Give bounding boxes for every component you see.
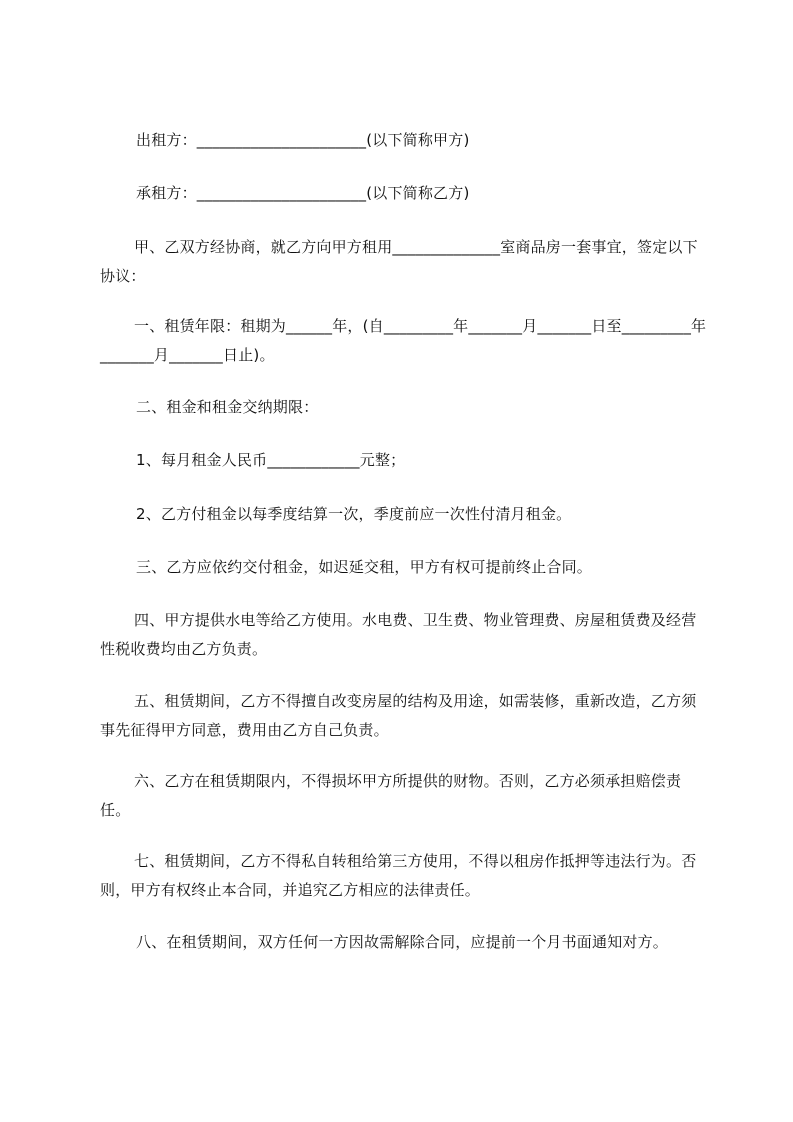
intro-paragraph: 甲、乙双方经协商，就乙方向甲方租用______________室商品房一套事宜，签定以下协议： [100,238,698,285]
clause-2-1-monthly-rent: 1、每月租金人民币____________元整； [136,451,406,469]
clause-4-utilities: 四、甲方提供水电等给乙方使用。水电费、卫生费、物业管理费、房屋租赁费及经营性税收费均由乙方负责。 [100,611,697,658]
lessee-line: 承租方：______________________(以下简称乙方) [136,184,470,202]
clause-7-sublet: 七、租赁期间，乙方不得私自转租给第三方使用，不得以租房作抵押等违法行为。否则，甲方有权终止本合同，并追究乙方相应的法律责任。 [100,852,697,899]
clause-5-renovation: 五、租赁期间，乙方不得擅自改变房屋的结构及用途，如需装修，重新改造，乙方须事先征得甲方同意，费用由乙方自己负责。 [100,692,697,739]
clause-2-rent-heading: 二、租金和租金交纳期限： [136,398,319,416]
lessor-line: 出租方：______________________(以下简称甲方) [136,131,470,149]
clause-8-termination: 八、在租赁期间，双方任何一方因故需解除合同，应提前一个月书面通知对方。 [136,933,669,951]
clause-3-late-payment: 三、乙方应依约交付租金，如迟延交租，甲方有权可提前终止合同。 [136,558,593,576]
clause-1-term: 一、租赁年限：租期为______年，(自_________年_______月_______日至_________年_______月_______日止)。 [100,317,707,364]
clause-2-2-quarterly-payment: 2、乙方付租金以每季度结算一次，季度前应一次性付清月租金。 [136,505,572,523]
clause-6-damage: 六、乙方在租赁期限内，不得损坏甲方所提供的财物。否则，乙方必须承担赔偿责任。 [100,772,682,819]
